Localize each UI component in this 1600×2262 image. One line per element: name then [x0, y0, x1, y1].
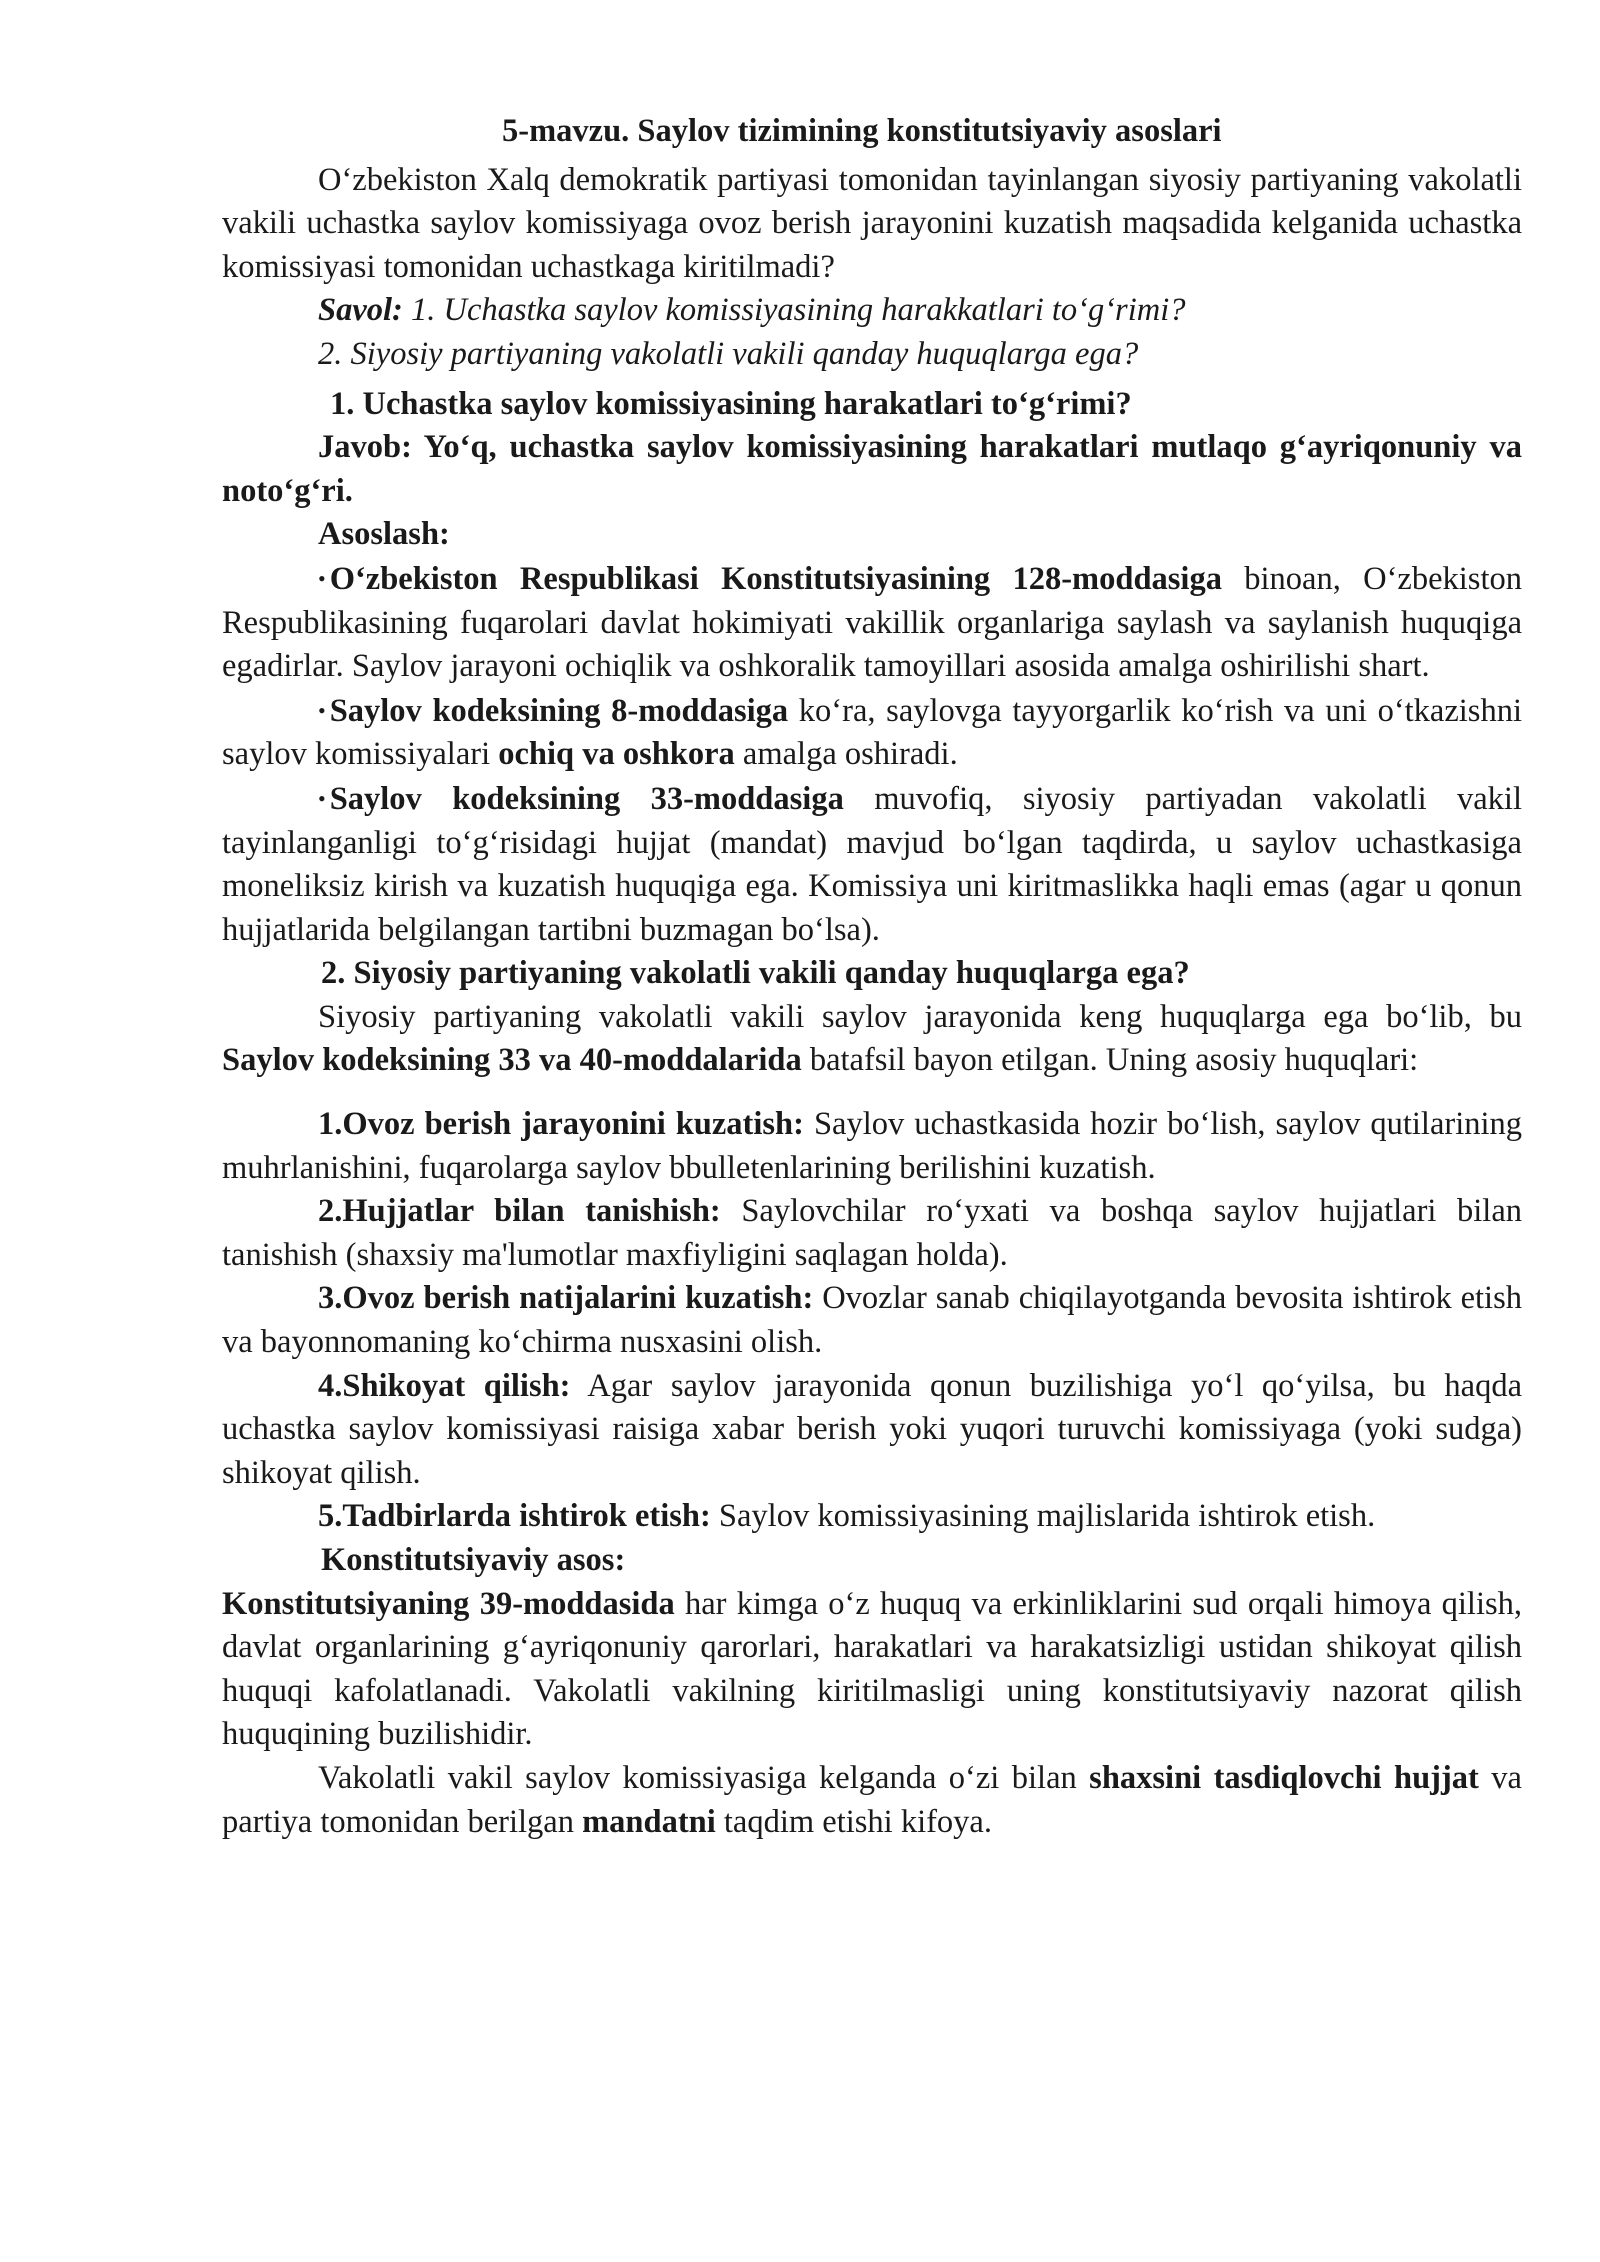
list-item: 3.Ovoz berish natijalarini kuzatish: Ovozlar sanab chiqilayotganda bevosita ishtirok etish va bayonnomaning ko‘chirma nusxasini olish.: [222, 1280, 1522, 1361]
constitutional-basis-label: Konstitutsiyaviy asos:: [321, 1542, 626, 1578]
question-2: 2. Siyosiy partiyaning vakolatli vakili qanday huquqlarga ega?: [318, 335, 1139, 372]
bullet-icon: •: [318, 565, 326, 591]
basis-label: Asoslash:: [318, 516, 450, 553]
bullet-icon: •: [318, 785, 326, 811]
closing-paragraph: Vakolatli vakil saylov komissiyasiga kelganda o‘zi bilan shaxsini tasdiqlovchi hujjat va partiya tomonidan berilgan mandatni taqdim etishi kifoya.: [222, 1759, 1522, 1840]
question-label: Savol:: [318, 292, 403, 329]
spacer: [222, 1083, 1522, 1103]
section-2-intro: Siyosiy partiyaning vakolatli vakili saylov jarayonida keng huquqlarga ega bo‘lib, bu Saylov kodeksining 33 va 40-moddalarida batafsil bayon etilgan. Uning asosiy huquqlari:: [222, 998, 1522, 1079]
section-2-heading: 2. Siyosiy partiyaning vakolatli vakili qanday huquqlarga ega?: [321, 955, 1190, 992]
list-item: 4.Shikoyat qilish: Agar saylov jarayonida qonun buzilishiga yo‘l qo‘yilsa, bu haqda uchastka saylov komissiyasi raisiga xabar berish yoki yuqori turuvchi komissiyaga (yoki sudga) shikoyat qilish.: [222, 1367, 1522, 1491]
list-item: 5.Tadbirlarda ishtirok etish: Saylov komissiyasining majlislarida ishtirok etish.: [318, 1498, 1376, 1535]
bullet-item-1: • O‘zbekiston Respublikasi Konstitutsiyasining 128-moddasiga binoan, O‘zbekiston Respublikasining fuqarolari davlat hokimiyati vakillik organlariga saylash va saylanish huquqiga egadirlar. Saylov jarayoni ochiqlik va oshkoralik tamoyillari asosida amalga oshirilishi shart.: [222, 560, 1522, 685]
bullet-icon: •: [318, 697, 326, 723]
case-paragraph: O‘zbekiston Xalq demokratik partiyasi tomonidan tayinlangan siyosiy partiyaning vakolatli vakili uchastka saylov komissiyaga ovoz berish jarayonini kuzatish maqsadida kelganida uchastka komissiyasi tomonidan uchastkaga kiritilmadi?: [222, 161, 1522, 285]
list-item: 2.Hujjatlar bilan tanishish: Saylovchilar ro‘yxati va boshqa saylov hujjatlari bilan tanishish (shaxsiy ma'lumotlar maxfiyligini saqlagan holda).: [222, 1193, 1523, 1273]
list-item: 1.Ovoz berish jarayonini kuzatish: Saylov uchastkasida hozir bo‘lish, saylov qutilarining muhrlanishini, fuqarolarga saylov bbulletenlarining berilishini kuzatish.: [222, 1106, 1522, 1186]
bullet-item-2: • Saylov kodeksining 8-moddasiga ko‘ra, saylovga tayyorgarlik ko‘rish va uni o‘tkazishni saylov komissiyalari ochiq va oshkora amalga oshiradi.: [222, 692, 1522, 773]
page-title: 5-mavzu. Saylov tizimining konstitutsiyaviy asoslari: [502, 113, 1222, 149]
rights-list: [222, 1103, 1522, 1539]
section-1-heading: 1. Uchastka saylov komissiyasining harakatlari to‘g‘rimi?: [330, 385, 1132, 422]
question-1: Savol: 1. Uchastka saylov komissiyasining harakkatlari to‘g‘rimi?: [318, 292, 1186, 329]
document-page: [222, 110, 1522, 1844]
answer-paragraph: Javob: Yo‘q, uchastka saylov komissiyasining harakatlari mutlaqo g‘ayriqonuniy va noto‘g‘ri.: [222, 429, 1522, 509]
constitutional-paragraph: Konstitutsiyaning 39-moddasida har kimga o‘z huquq va erkinliklarini sud orqali himoya qilish, davlat organlarining g‘ayriqonuniy qarorlari, harakatlari va harakatsizligi ustidan shikoyat qilish huquqi kafolatlanadi. Vakolatli vakilning kiritilmasligi uning konstitutsiyaviy nazorat qilish huquqining buzilishidir.: [222, 1585, 1522, 1753]
bullet-item-3: • Saylov kodeksining 33-moddasiga muvofiq, siyosiy partiyadan vakolatli vakil tayinlanganligi to‘g‘risidagi hujjat (mandat) mavjud bo‘lgan taqdirda, u saylov uchastkasiga moneliksiz kirish va kuzatish huquqiga ega. Komissiya uni kiritmaslikka haqli emas (agar u qonun hujjatlarida belgilangan tartibni buzmagan bo‘lsa).: [222, 780, 1522, 948]
